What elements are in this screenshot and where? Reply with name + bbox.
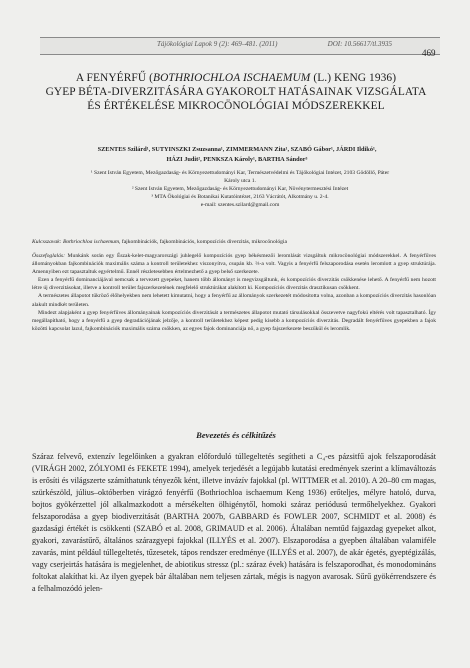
page-number: 469 bbox=[422, 48, 436, 58]
affiliation-3: ³ MTA Ökológiai és Botanikai Kutatóintézet, 2163 Vácrátót, Alkotmány u. 2-4. bbox=[151, 194, 329, 201]
abstract-paragraph: Munkánk során egy Észak-kelet-magyarországi juhlegelő kompozíciós gyep békésmezői leromlását vizsgáltuk mikrocönológiai módszerekkel. A fenyérfűves állományokban fajkombinációk maximális száma a kontroll területekhez viszonyítva, csupán kb. ⅔-a volt. Vagyis a fenyérfű felszaporodása esetén leromlott a gyep struktúrája. Amennyiben ezt tapasztaltuk egyértelmű. Ennél részletesebben értelmezhető a gyep belső szerkezete. bbox=[32, 253, 436, 276]
keywords bbox=[32, 238, 436, 246]
affiliation-1: ¹ Szent István Egyetem, Mezőgazdaság- és Környezettudományi Kar, Természetvédelmi és Tájökológiai Intézet, 2103 Gödöllő, Páter Károly utca 1. bbox=[90, 170, 390, 185]
title-species: BOTHRIOCHLOA ISCHAEMUM bbox=[153, 72, 311, 84]
article-title: A FENYÉRFŰ (BOTHRIOCHLOA ISCHAEMUM (L.) KENG 1936) GYEP BÉTA-DIVERZITÁSÁRA GYAKOROLT HATÁSAINAK VIZSGÁLATA ÉS ÉRTÉKELÉSE MIKROCÖNOLÓGIAI MÓDSZEREKKEL bbox=[45, 72, 427, 112]
abstract-paragraph: Mindezt alapjaként a gyep fenyérfűves állományainak kompozíciós diverzitását a természetes állapotot mutató társulásokkal összevetve nagyfokú eltérés volt tapasztalható. Így megállapítható, hogy a fenyérfű a gyep degradációjának jelzője, a kontroll területekhez képest pedig kisebb a kompozíciós diverzitás. Degradált fenyérfűves gyepekben a fajok közötti kapcsolat lazul, fajkombinációk maximális száma csökken, az egyes fajok dominanciája nő, a gyep fajszerkezete beszűkül és leromlik. bbox=[32, 309, 436, 332]
abstract-paragraph: Ezen a fenyérfű dominanciájával nemcsak a tervezett gyepeket, hanem több állományt is megvizsgáltunk, és kompozíciós diverzitás csökkenése lehető. A fenyérfű nem hozott létre új diverzitásokat, illetve a kontroll terület fajszerkezetének megfelelő struktúrákat alakított ki. Kompozíciós diverzitás drasztikusan csökkent. bbox=[32, 277, 436, 292]
running-header bbox=[40, 37, 440, 55]
keywords-species: Bothriochloa ischaemum bbox=[62, 239, 120, 245]
keywords-label: Kulcsszavak: bbox=[32, 239, 62, 245]
title-rest: GYEP BÉTA-DIVERZITÁSÁRA GYAKOROLT HATÁSAINAK VIZSGÁLATA ÉS ÉRTÉKELÉSE MIKROCÖNOLÓGIAI MÓDSZEREKKEL bbox=[45, 85, 427, 112]
abstract-paragraph: A természetes állapotot tükröző élőhelyekben nem lehetett kimutatni, hogy a fenyérfű az állományok szerkezetét módosította volna, azonban a kompozíciós diverzitás hasonlóan alakult mindkét területen. bbox=[32, 293, 436, 308]
affiliations bbox=[90, 169, 390, 209]
contact-email: e-mail: szentes.szilard@gmail.com bbox=[200, 202, 280, 209]
abstract-label: Összefoglalás: bbox=[32, 253, 65, 259]
abstract bbox=[32, 252, 436, 333]
affiliation-2: ² Szent István Egyetem, Mezőgazdaság- és Környezettudományi Kar, Növénytermesztési Intézet bbox=[131, 186, 349, 193]
journal-citation: Tájökológiai Lapok 9 (2): 469–481. (2011) bbox=[157, 40, 278, 48]
body-text bbox=[32, 451, 436, 595]
doi-label: DOI: 10.56617/tl.3935 bbox=[327, 40, 392, 48]
section-heading: Bevezetés és célkitűzés bbox=[196, 430, 276, 440]
author-list: SZENTES Szilárd¹, SUTYINSZKI Zsuzsanna¹, ZIMMERMANN Zita¹, SZABÓ Gábor¹, JÁRDI Ildikó¹, HÁZI Judit², PENKSZA Károly¹, BARTHA Sándor³ bbox=[97, 146, 377, 163]
keywords-rest: , fajkombinációk, fajkombinációs, kompozíciós diverzitás, mikrocönológia bbox=[119, 239, 287, 245]
body-paragraph: Száraz felvevő, extenzív legelőinken a gyakran előforduló túllegeltetés segítheti a C₄-es pázsitfű ajok felszaporodását (VIRÁGH 2002, ZÓLYOMI és FEKETE 1994), amelyek terjedését a legújabb kutatási eredmények szerint a klímaváltozás is erősíti és világszerte számíthatunk tényezők ként, illetve invázív fajokkal (pl. WITTMER et al. 2010). A 20–80 cm magas, szürkészöld, július–októberben virágzó fenyérfű (Bothriochloa ischaemum Keng 1936) erőteljes, mélyre hatoló, durva, bojtos gyökérzettel jól alkalmazkodott a mérsékelten ölhigénytől, homoki száraz periódusú termőhelyekhez. Gyakori felszaporodása a gyep biodiverzitását (BARTHA 2007b, GABBARD és FOWLER 2007, SCHMIDT et al. 2008) és gazdasági értékét is csökkenti (SZABÓ et al. 2008, GRIMAUD et al. 2006). Általában nemtűd fajgazdag gyepeket alkot, gyakori, zavarástűrő, általános szárazgyepi fajokkal (ILLYÉS et al. 2007). Elszaporodása a gyepben általában valamiféle zavarás, mint például túllegeltetés, tűzesetek, tápos rendszer eredménye (ILLYÉS et al. 2007), de akár égetés, gyeptégizálás, vagy cserjeirtás hatására is megjelenhet, de abiotikus stressz (pl.: száraz évek) hatására is felszaporodhat, és monodomináns foltokat alakíthat ki. Az ilyen gyepek bár általában nem teljesen zártak, mégis is nagyon avarosak. Sűrű gyökérrendszere és a felhalmozódó jelen- bbox=[32, 452, 436, 593]
